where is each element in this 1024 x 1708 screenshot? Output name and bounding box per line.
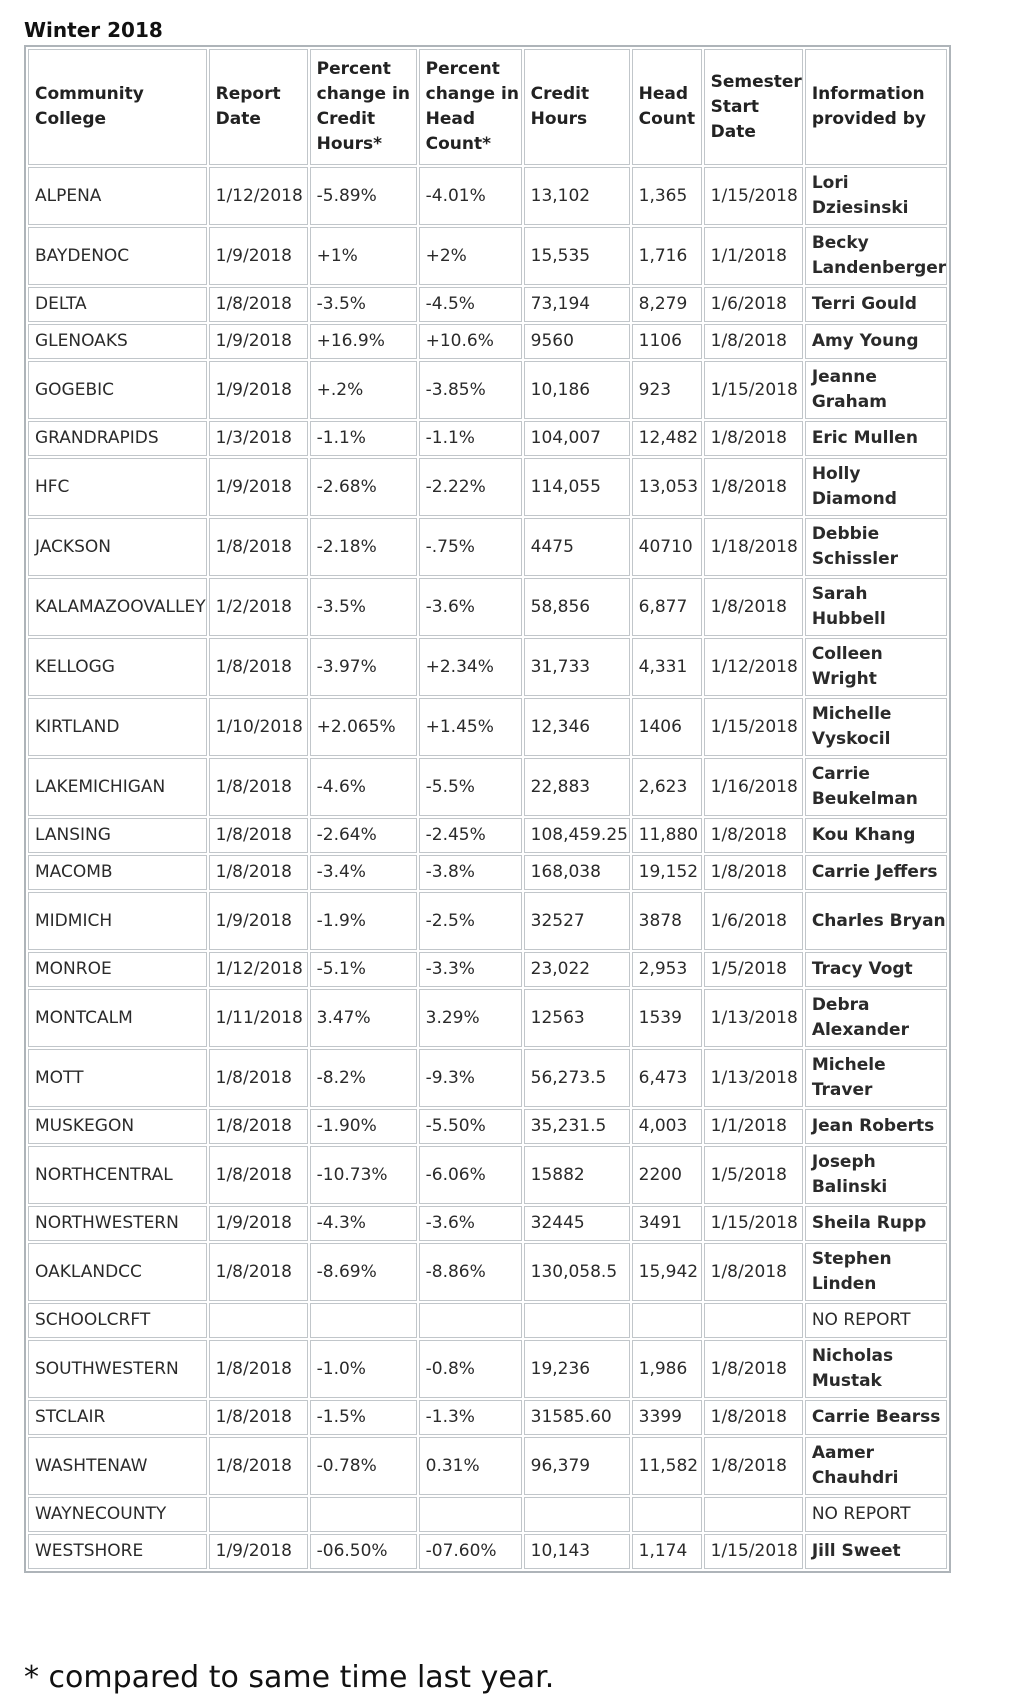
credit-hours-cell: 31,733: [524, 638, 630, 696]
report-date-cell: 1/8/2018: [209, 638, 308, 696]
start-date-cell: 1/8/2018: [704, 855, 803, 890]
credit-hours-cell: 12,346: [524, 698, 630, 756]
credit-hours-cell: [524, 1303, 630, 1338]
pct-credit-hours-cell: +1%: [310, 227, 417, 285]
table-row: [28, 361, 947, 419]
start-date-cell: 1/8/2018: [704, 1400, 803, 1435]
report-date-cell: 1/2/2018: [209, 578, 308, 636]
pct-head-count-cell: +2.34%: [419, 638, 522, 696]
table-row: [28, 855, 947, 890]
college-cell: MONTCALM: [28, 989, 207, 1047]
pct-head-count-cell: -3.6%: [419, 1206, 522, 1241]
table-row: [28, 227, 947, 285]
credit-hours-cell: 22,883: [524, 758, 630, 816]
table-row: [28, 578, 947, 636]
head-count-cell: 40710: [632, 518, 702, 576]
contact-cell[interactable]: Michelle Vyskocil: [805, 698, 947, 756]
report-date-cell: 1/8/2018: [209, 1243, 308, 1301]
pct-credit-hours-cell: -1.0%: [310, 1340, 417, 1398]
contact-cell: NO REPORT: [805, 1303, 947, 1338]
pct-head-count-cell: +10.6%: [419, 324, 522, 359]
credit-hours-cell: 32445: [524, 1206, 630, 1241]
contact-cell[interactable]: Stephen Linden: [805, 1243, 947, 1301]
table-row: [28, 167, 947, 225]
contact-cell[interactable]: Terri Gould: [805, 287, 947, 322]
college-cell: WASHTENAW: [28, 1437, 207, 1495]
table-header-row: [28, 49, 947, 165]
college-cell: LAKEMICHIGAN: [28, 758, 207, 816]
contact-cell[interactable]: Charles Bryan: [805, 892, 947, 950]
start-date-cell: 1/8/2018: [704, 818, 803, 853]
pct-credit-hours-cell: -1.1%: [310, 421, 417, 456]
start-date-cell: 1/16/2018: [704, 758, 803, 816]
credit-hours-cell: 32527: [524, 892, 630, 950]
pct-head-count-cell: -6.06%: [419, 1146, 522, 1204]
start-date-cell: 1/15/2018: [704, 1534, 803, 1569]
contact-cell[interactable]: Sarah Hubbell: [805, 578, 947, 636]
report-date-cell: 1/9/2018: [209, 1206, 308, 1241]
contact-cell[interactable]: Carrie Bearss: [805, 1400, 947, 1435]
report-date-cell: 1/8/2018: [209, 1049, 308, 1107]
table-row: [28, 1400, 947, 1435]
head-count-cell: 6,473: [632, 1049, 702, 1107]
pct-head-count-cell: -1.3%: [419, 1400, 522, 1435]
pct-credit-hours-cell: 3.47%: [310, 989, 417, 1047]
pct-credit-hours-cell: -2.68%: [310, 458, 417, 516]
report-date-cell: 1/8/2018: [209, 1437, 308, 1495]
credit-hours-cell: 104,007: [524, 421, 630, 456]
college-cell: NORTHCENTRAL: [28, 1146, 207, 1204]
report-date-cell: 1/8/2018: [209, 1109, 308, 1144]
report-date-cell: 1/9/2018: [209, 227, 308, 285]
pct-head-count-cell: -2.45%: [419, 818, 522, 853]
head-count-cell: 3491: [632, 1206, 702, 1241]
head-count-cell: 1406: [632, 698, 702, 756]
pct-head-count-cell: [419, 1497, 522, 1532]
pct-head-count-cell: -4.5%: [419, 287, 522, 322]
college-cell: MIDMICH: [28, 892, 207, 950]
head-count-cell: [632, 1497, 702, 1532]
header-information-provided-by: Information provided by: [805, 49, 947, 165]
pct-head-count-cell: -3.8%: [419, 855, 522, 890]
contact-cell[interactable]: Jean Roberts: [805, 1109, 947, 1144]
college-cell: NORTHWESTERN: [28, 1206, 207, 1241]
head-count-cell: 11,582: [632, 1437, 702, 1495]
contact-cell[interactable]: Carrie Beukelman: [805, 758, 947, 816]
credit-hours-cell: 10,143: [524, 1534, 630, 1569]
head-count-cell: 13,053: [632, 458, 702, 516]
head-count-cell: 1,174: [632, 1534, 702, 1569]
college-cell: STCLAIR: [28, 1400, 207, 1435]
college-cell: ALPENA: [28, 167, 207, 225]
start-date-cell: 1/12/2018: [704, 638, 803, 696]
college-cell: SCHOOLCRFT: [28, 1303, 207, 1338]
report-date-cell: 1/12/2018: [209, 952, 308, 987]
college-cell: WAYNECOUNTY: [28, 1497, 207, 1532]
table-row: [28, 518, 947, 576]
head-count-cell: 3878: [632, 892, 702, 950]
credit-hours-cell: 4475: [524, 518, 630, 576]
table-body: [28, 167, 947, 1569]
start-date-cell: 1/5/2018: [704, 952, 803, 987]
start-date-cell: 1/13/2018: [704, 989, 803, 1047]
report-date-cell: 1/8/2018: [209, 1400, 308, 1435]
table-row: [28, 1243, 947, 1301]
table-row: [28, 458, 947, 516]
pct-credit-hours-cell: -1.5%: [310, 1400, 417, 1435]
report-date-cell: 1/8/2018: [209, 1340, 308, 1398]
head-count-cell: 4,331: [632, 638, 702, 696]
credit-hours-cell: 73,194: [524, 287, 630, 322]
report-date-cell: 1/8/2018: [209, 818, 308, 853]
table-row: [28, 1437, 947, 1495]
head-count-cell: 11,880: [632, 818, 702, 853]
pct-credit-hours-cell: -0.78%: [310, 1437, 417, 1495]
college-cell: DELTA: [28, 287, 207, 322]
pct-head-count-cell: -.75%: [419, 518, 522, 576]
pct-credit-hours-cell: -1.9%: [310, 892, 417, 950]
head-count-cell: 19,152: [632, 855, 702, 890]
start-date-cell: 1/5/2018: [704, 1146, 803, 1204]
college-cell: KELLOGG: [28, 638, 207, 696]
page-title: Winter 2018: [24, 18, 163, 42]
pct-head-count-cell: 3.29%: [419, 989, 522, 1047]
header-credit-hours: Credit Hours: [524, 49, 630, 165]
start-date-cell: 1/8/2018: [704, 1437, 803, 1495]
credit-hours-cell: 130,058.5: [524, 1243, 630, 1301]
contact-cell[interactable]: Jill Sweet: [805, 1534, 947, 1569]
report-date-cell: 1/8/2018: [209, 758, 308, 816]
head-count-cell: 4,003: [632, 1109, 702, 1144]
college-cell: SOUTHWESTERN: [28, 1340, 207, 1398]
head-count-cell: 3399: [632, 1400, 702, 1435]
contact-cell[interactable]: Debra Alexander: [805, 989, 947, 1047]
header-report-date: Report Date: [209, 49, 308, 165]
credit-hours-cell: 12563: [524, 989, 630, 1047]
table-row: [28, 1206, 947, 1241]
college-cell: MOTT: [28, 1049, 207, 1107]
start-date-cell: 1/8/2018: [704, 458, 803, 516]
start-date-cell: 1/1/2018: [704, 1109, 803, 1144]
table-row: [28, 818, 947, 853]
credit-hours-cell: 31585.60: [524, 1400, 630, 1435]
report-date-cell: 1/9/2018: [209, 892, 308, 950]
college-cell: BAYDENOC: [28, 227, 207, 285]
pct-credit-hours-cell: +.2%: [310, 361, 417, 419]
pct-credit-hours-cell: -8.69%: [310, 1243, 417, 1301]
college-cell: GOGEBIC: [28, 361, 207, 419]
report-date-cell: 1/12/2018: [209, 167, 308, 225]
pct-credit-hours-cell: [310, 1303, 417, 1338]
head-count-cell: 1,365: [632, 167, 702, 225]
report-date-cell: 1/11/2018: [209, 989, 308, 1047]
contact-cell[interactable]: Amy Young: [805, 324, 947, 359]
table-row: [28, 638, 947, 696]
table-row: [28, 989, 947, 1047]
college-cell: GRANDRAPIDS: [28, 421, 207, 456]
table-row: [28, 287, 947, 322]
credit-hours-cell: 9560: [524, 324, 630, 359]
report-date-cell: 1/3/2018: [209, 421, 308, 456]
pct-head-count-cell: [419, 1303, 522, 1338]
contact-cell[interactable]: Joseph Balinski: [805, 1146, 947, 1204]
report-date-cell: 1/9/2018: [209, 458, 308, 516]
pct-credit-hours-cell: -06.50%: [310, 1534, 417, 1569]
contact-cell[interactable]: Holly Diamond: [805, 458, 947, 516]
credit-hours-cell: 96,379: [524, 1437, 630, 1495]
footnote: * compared to same time last year.: [24, 1660, 555, 1695]
head-count-cell: 2200: [632, 1146, 702, 1204]
pct-head-count-cell: +2%: [419, 227, 522, 285]
table-row: [28, 952, 947, 987]
table-row: [28, 758, 947, 816]
pct-credit-hours-cell: -10.73%: [310, 1146, 417, 1204]
credit-hours-cell: 35,231.5: [524, 1109, 630, 1144]
pct-head-count-cell: -3.3%: [419, 952, 522, 987]
table-row: [28, 421, 947, 456]
report-date-cell: [209, 1303, 308, 1338]
start-date-cell: [704, 1303, 803, 1338]
head-count-cell: 1539: [632, 989, 702, 1047]
pct-credit-hours-cell: -5.89%: [310, 167, 417, 225]
head-count-cell: 8,279: [632, 287, 702, 322]
credit-hours-cell: [524, 1497, 630, 1532]
header-community-college: Community College: [28, 49, 207, 165]
college-cell: LANSING: [28, 818, 207, 853]
report-date-cell: 1/9/2018: [209, 324, 308, 359]
contact-cell[interactable]: Sheila Rupp: [805, 1206, 947, 1241]
header-head-count: Head Count: [632, 49, 702, 165]
pct-head-count-cell: -5.50%: [419, 1109, 522, 1144]
contact-cell[interactable]: Nicholas Mustak: [805, 1340, 947, 1398]
table-row: [28, 1303, 947, 1338]
start-date-cell: 1/15/2018: [704, 698, 803, 756]
college-cell: MACOMB: [28, 855, 207, 890]
contact-cell[interactable]: Lori Dziesinski: [805, 167, 947, 225]
contact-cell[interactable]: Aamer Chauhdri: [805, 1437, 947, 1495]
contact-cell[interactable]: Debbie Schissler: [805, 518, 947, 576]
credit-hours-cell: 114,055: [524, 458, 630, 516]
credit-hours-cell: 13,102: [524, 167, 630, 225]
pct-credit-hours-cell: -1.90%: [310, 1109, 417, 1144]
pct-head-count-cell: -3.85%: [419, 361, 522, 419]
start-date-cell: 1/15/2018: [704, 361, 803, 419]
contact-cell: NO REPORT: [805, 1497, 947, 1532]
report-date-cell: 1/10/2018: [209, 698, 308, 756]
report-date-cell: 1/8/2018: [209, 518, 308, 576]
pct-credit-hours-cell: -3.4%: [310, 855, 417, 890]
header-semester-start-date: Semester Start Date: [704, 49, 803, 165]
contact-cell[interactable]: Eric Mullen: [805, 421, 947, 456]
credit-hours-cell: 168,038: [524, 855, 630, 890]
head-count-cell: 15,942: [632, 1243, 702, 1301]
enrollment-table: [24, 45, 951, 1573]
start-date-cell: 1/18/2018: [704, 518, 803, 576]
credit-hours-cell: 15882: [524, 1146, 630, 1204]
table-row: [28, 698, 947, 756]
table-row: [28, 1340, 947, 1398]
head-count-cell: 2,953: [632, 952, 702, 987]
report-date-cell: 1/9/2018: [209, 361, 308, 419]
head-count-cell: 6,877: [632, 578, 702, 636]
pct-credit-hours-cell: -2.64%: [310, 818, 417, 853]
start-date-cell: 1/8/2018: [704, 1340, 803, 1398]
pct-credit-hours-cell: -3.5%: [310, 287, 417, 322]
pct-head-count-cell: -4.01%: [419, 167, 522, 225]
pct-credit-hours-cell: +16.9%: [310, 324, 417, 359]
pct-head-count-cell: -1.1%: [419, 421, 522, 456]
report-date-cell: 1/9/2018: [209, 1534, 308, 1569]
head-count-cell: 1,716: [632, 227, 702, 285]
pct-credit-hours-cell: -8.2%: [310, 1049, 417, 1107]
pct-head-count-cell: -8.86%: [419, 1243, 522, 1301]
start-date-cell: 1/15/2018: [704, 1206, 803, 1241]
college-cell: KALAMAZOOVALLEY: [28, 578, 207, 636]
start-date-cell: 1/8/2018: [704, 421, 803, 456]
start-date-cell: [704, 1497, 803, 1532]
start-date-cell: 1/15/2018: [704, 167, 803, 225]
credit-hours-cell: 19,236: [524, 1340, 630, 1398]
contact-cell[interactable]: Michele Traver: [805, 1049, 947, 1107]
college-cell: GLENOAKS: [28, 324, 207, 359]
pct-credit-hours-cell: -5.1%: [310, 952, 417, 987]
start-date-cell: 1/6/2018: [704, 892, 803, 950]
table-row: [28, 1109, 947, 1144]
report-date-cell: 1/8/2018: [209, 287, 308, 322]
head-count-cell: 2,623: [632, 758, 702, 816]
college-cell: WESTSHORE: [28, 1534, 207, 1569]
table-row: [28, 1534, 947, 1569]
table-row: [28, 324, 947, 359]
pct-credit-hours-cell: -2.18%: [310, 518, 417, 576]
contact-cell[interactable]: Jeanne Graham: [805, 361, 947, 419]
credit-hours-cell: 108,459.25: [524, 818, 630, 853]
college-cell: HFC: [28, 458, 207, 516]
pct-head-count-cell: -5.5%: [419, 758, 522, 816]
pct-head-count-cell: +1.45%: [419, 698, 522, 756]
credit-hours-cell: 15,535: [524, 227, 630, 285]
start-date-cell: 1/1/2018: [704, 227, 803, 285]
college-cell: MONROE: [28, 952, 207, 987]
college-cell: MUSKEGON: [28, 1109, 207, 1144]
pct-credit-hours-cell: -3.5%: [310, 578, 417, 636]
header-pct-change-credit-hours: Percent change in Credit Hours*: [310, 49, 417, 165]
table-row: [28, 892, 947, 950]
pct-head-count-cell: -9.3%: [419, 1049, 522, 1107]
head-count-cell: [632, 1303, 702, 1338]
start-date-cell: 1/8/2018: [704, 578, 803, 636]
report-date-cell: 1/8/2018: [209, 1146, 308, 1204]
contact-cell[interactable]: Kou Khang: [805, 818, 947, 853]
head-count-cell: 923: [632, 361, 702, 419]
table-row: [28, 1049, 947, 1107]
table-row: [28, 1146, 947, 1204]
head-count-cell: 1,986: [632, 1340, 702, 1398]
college-cell: JACKSON: [28, 518, 207, 576]
pct-credit-hours-cell: -4.6%: [310, 758, 417, 816]
pct-head-count-cell: 0.31%: [419, 1437, 522, 1495]
head-count-cell: 1106: [632, 324, 702, 359]
pct-credit-hours-cell: +2.065%: [310, 698, 417, 756]
start-date-cell: 1/8/2018: [704, 324, 803, 359]
pct-credit-hours-cell: -3.97%: [310, 638, 417, 696]
contact-cell[interactable]: Tracy Vogt: [805, 952, 947, 987]
pct-head-count-cell: -3.6%: [419, 578, 522, 636]
pct-head-count-cell: -07.60%: [419, 1534, 522, 1569]
pct-credit-hours-cell: -4.3%: [310, 1206, 417, 1241]
pct-credit-hours-cell: [310, 1497, 417, 1532]
credit-hours-cell: 10,186: [524, 361, 630, 419]
college-cell: OAKLANDCC: [28, 1243, 207, 1301]
pct-head-count-cell: -2.22%: [419, 458, 522, 516]
header-pct-change-head-count: Percent change in Head Count*: [419, 49, 522, 165]
contact-cell[interactable]: Becky Landenberger: [805, 227, 947, 285]
report-date-cell: 1/8/2018: [209, 855, 308, 890]
contact-cell[interactable]: Carrie Jeffers: [805, 855, 947, 890]
start-date-cell: 1/13/2018: [704, 1049, 803, 1107]
head-count-cell: 12,482: [632, 421, 702, 456]
start-date-cell: 1/6/2018: [704, 287, 803, 322]
start-date-cell: 1/8/2018: [704, 1243, 803, 1301]
credit-hours-cell: 58,856: [524, 578, 630, 636]
contact-cell[interactable]: Colleen Wright: [805, 638, 947, 696]
pct-head-count-cell: -0.8%: [419, 1340, 522, 1398]
college-cell: KIRTLAND: [28, 698, 207, 756]
table-row: [28, 1497, 947, 1532]
credit-hours-cell: 23,022: [524, 952, 630, 987]
credit-hours-cell: 56,273.5: [524, 1049, 630, 1107]
pct-head-count-cell: -2.5%: [419, 892, 522, 950]
report-date-cell: [209, 1497, 308, 1532]
